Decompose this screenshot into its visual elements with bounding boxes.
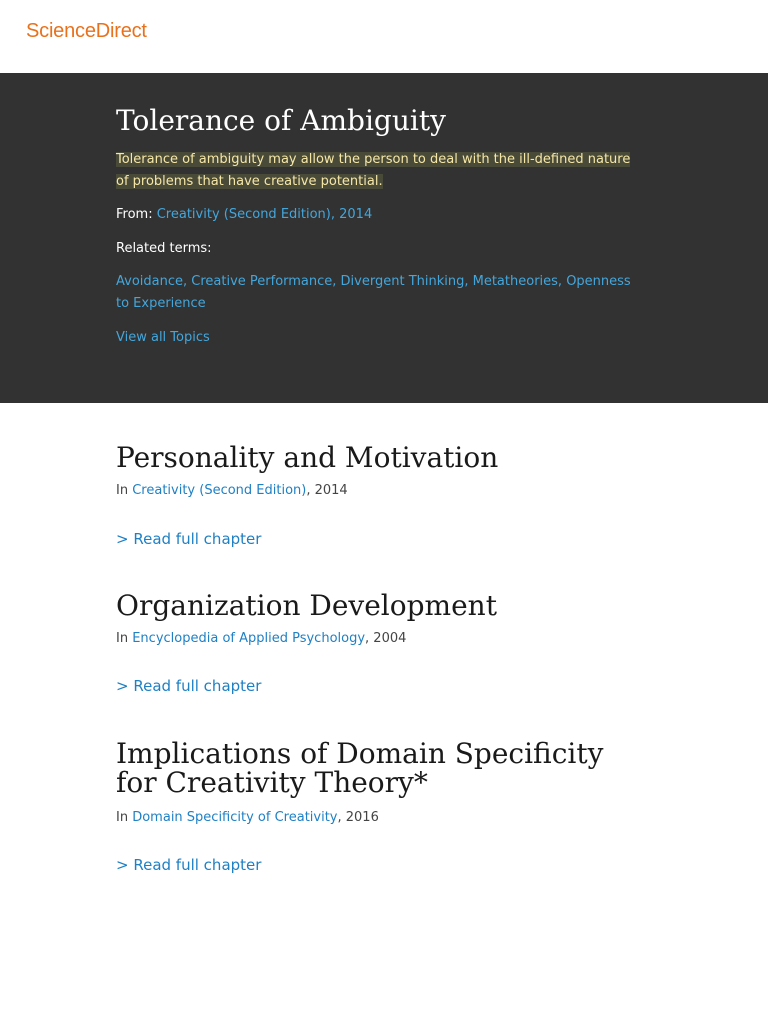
sciencedirect-logo[interactable]: ScienceDirect bbox=[26, 20, 147, 42]
result-year: , 2014 bbox=[306, 483, 348, 498]
result-source bbox=[116, 629, 646, 649]
related-term-avoidance[interactable]: Avoidance bbox=[116, 274, 183, 289]
top-bar bbox=[0, 0, 768, 73]
topic-hero bbox=[0, 73, 768, 403]
result-title[interactable]: Organization Development bbox=[116, 589, 497, 622]
result-source bbox=[116, 808, 646, 828]
view-all-topics-link[interactable]: View all Topics bbox=[116, 330, 210, 345]
related-term-metatheories[interactable]: Metatheories bbox=[472, 274, 558, 289]
related-terms-list: Avoidance, Creative Performance, Divergent Thinking, Metatheories, Openness to Experience bbox=[116, 274, 631, 311]
related-term-divergent-thinking[interactable]: Divergent Thinking bbox=[340, 274, 465, 289]
in-label: In bbox=[116, 810, 129, 825]
result-item bbox=[116, 591, 646, 696]
topic-from bbox=[116, 205, 372, 225]
in-label: In bbox=[116, 631, 129, 646]
in-label: In bbox=[116, 483, 129, 498]
related-terms-label: Related terms: bbox=[116, 241, 212, 256]
result-year: , 2004 bbox=[365, 631, 407, 646]
from-source-link[interactable]: Creativity (Second Edition), 2014 bbox=[156, 207, 373, 222]
read-full-chapter-link[interactable]: > Read full chapter bbox=[116, 530, 262, 548]
read-full-chapter-link[interactable]: > Read full chapter bbox=[116, 677, 262, 695]
result-title[interactable]: Implications of Domain Specificity for Creativity Theory* bbox=[116, 737, 604, 799]
topic-definition-text: Tolerance of ambiguity may allow the person to deal with the ill-defined nature of problems that have creative potential. bbox=[116, 152, 631, 189]
result-source-link[interactable]: Encyclopedia of Applied Psychology bbox=[132, 631, 366, 646]
related-term-creative-performance[interactable]: Creative Performance bbox=[191, 274, 333, 289]
result-year: , 2016 bbox=[337, 810, 379, 825]
result-item bbox=[116, 443, 646, 549]
topic-definition bbox=[116, 149, 646, 193]
result-source-link[interactable]: Domain Specificity of Creativity bbox=[132, 810, 338, 825]
result-source-link[interactable]: Creativity (Second Edition) bbox=[132, 483, 307, 498]
related-term-openness-to-experience[interactable]: Openness to Experience bbox=[116, 274, 631, 311]
read-full-chapter-link[interactable]: > Read full chapter bbox=[116, 856, 262, 874]
result-source bbox=[116, 481, 646, 501]
result-item bbox=[116, 739, 646, 875]
from-label: From: bbox=[116, 207, 153, 222]
topic-title: Tolerance of Ambiguity bbox=[116, 104, 446, 137]
result-title[interactable]: Personality and Motivation bbox=[116, 441, 499, 474]
